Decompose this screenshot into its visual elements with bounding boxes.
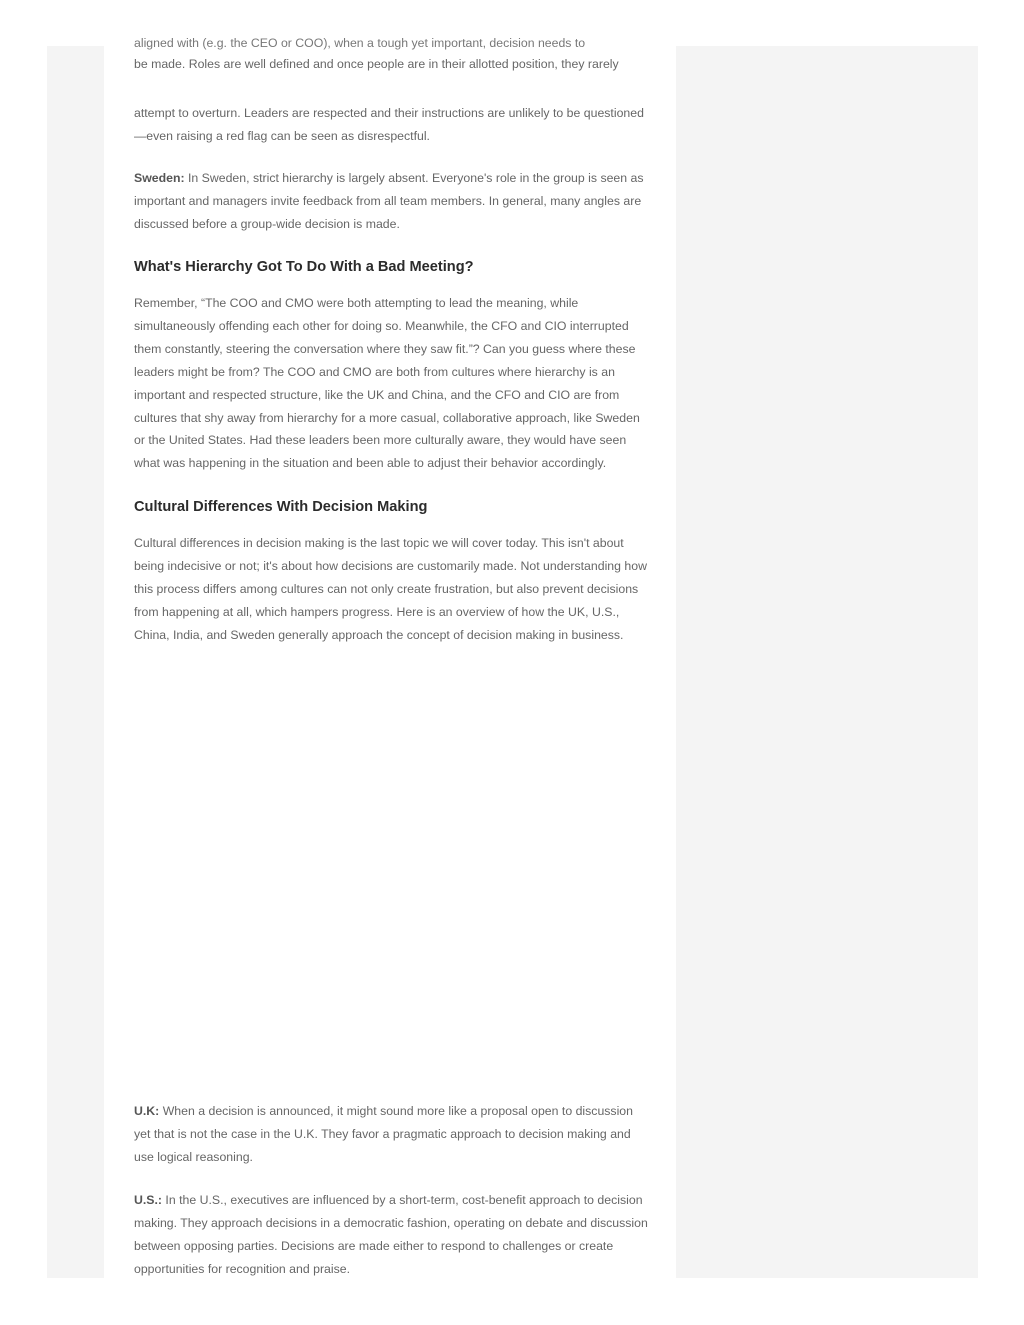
cut-off-text-line: aligned with (e.g. the CEO or COO), when a tough yet important, decision needs to — [134, 36, 586, 50]
sweden-hierarchy-paragraph — [134, 167, 649, 236]
remember-paragraph: Remember, “The COO and CMO were both attempting to lead the meaning, while simultaneously offending each other for doing so. Meanwhile, the CFO and CIO interrupted them constantly, steering the conversation where they saw fit.”? Can you guess where these leaders might be from? The COO and CMO are both from cultures where hierarchy is an important and respected structure, like the UK and China, and the CFO and CIO are from cultures that shy away from hierarchy for a more casual, collaborative approach, like Sweden or the United States. Had these leaders been more culturally aware, they would have seen what was happening in the situation and been able to adjust their behavior accordingly. — [134, 296, 640, 471]
us-decision-paragraph — [134, 1189, 649, 1281]
article-content — [104, 36, 676, 1278]
us-decision-text: In the U.S., executives are influenced by a short-term, cost-benefit approach to decision making. They approach decisions in a democratic fashion, operating on debate and discussion between opposing parties. Decisions are made either to respond to challenges or create opportunities for recognition and praise. — [134, 1193, 648, 1276]
hierarchy-paragraph-end-line: be made. Roles are well defined and once people are in their allotted position, they rarely — [134, 57, 619, 71]
sweden-hierarchy-text: In Sweden, strict hierarchy is largely absent. Everyone's role in the group is seen as important and managers invite feedback from all team members. In general, many angles are discussed before a group-wide decision is made. — [134, 171, 644, 231]
decision-making-heading: Cultural Differences With Decision Making — [134, 499, 428, 515]
decision-intro-paragraph: Cultural differences in decision making is the last topic we will cover today. This isn't about being indecisive or not; it's about how decisions are customarily made. Not understanding how this process differs among cultures can not only create frustration, but also prevent decisions from happening at all, which hampers progress. Here is an overview of how the UK, U.S., China, India, and Sweden generally approach the concept of decision making in business. — [134, 536, 647, 642]
us-label: U.S.: — [134, 1193, 163, 1207]
sweden-label: Sweden: — [134, 171, 185, 185]
hierarchy-meeting-heading: What's Hierarchy Got To Do With a Bad Meeting? — [134, 259, 474, 275]
hierarchy-paragraph-end: attempt to overturn. Leaders are respected and their instructions are unlikely to be questioned—even raising a red flag can be seen as disrespectful. — [134, 106, 644, 143]
uk-decision-text: When a decision is announced, it might sound more like a proposal open to discussion yet that is not the case in the U.K. They favor a pragmatic approach to decision making and use logical reasoning. — [134, 1104, 633, 1164]
uk-label: U.K: — [134, 1104, 160, 1118]
uk-decision-paragraph — [134, 1100, 649, 1169]
